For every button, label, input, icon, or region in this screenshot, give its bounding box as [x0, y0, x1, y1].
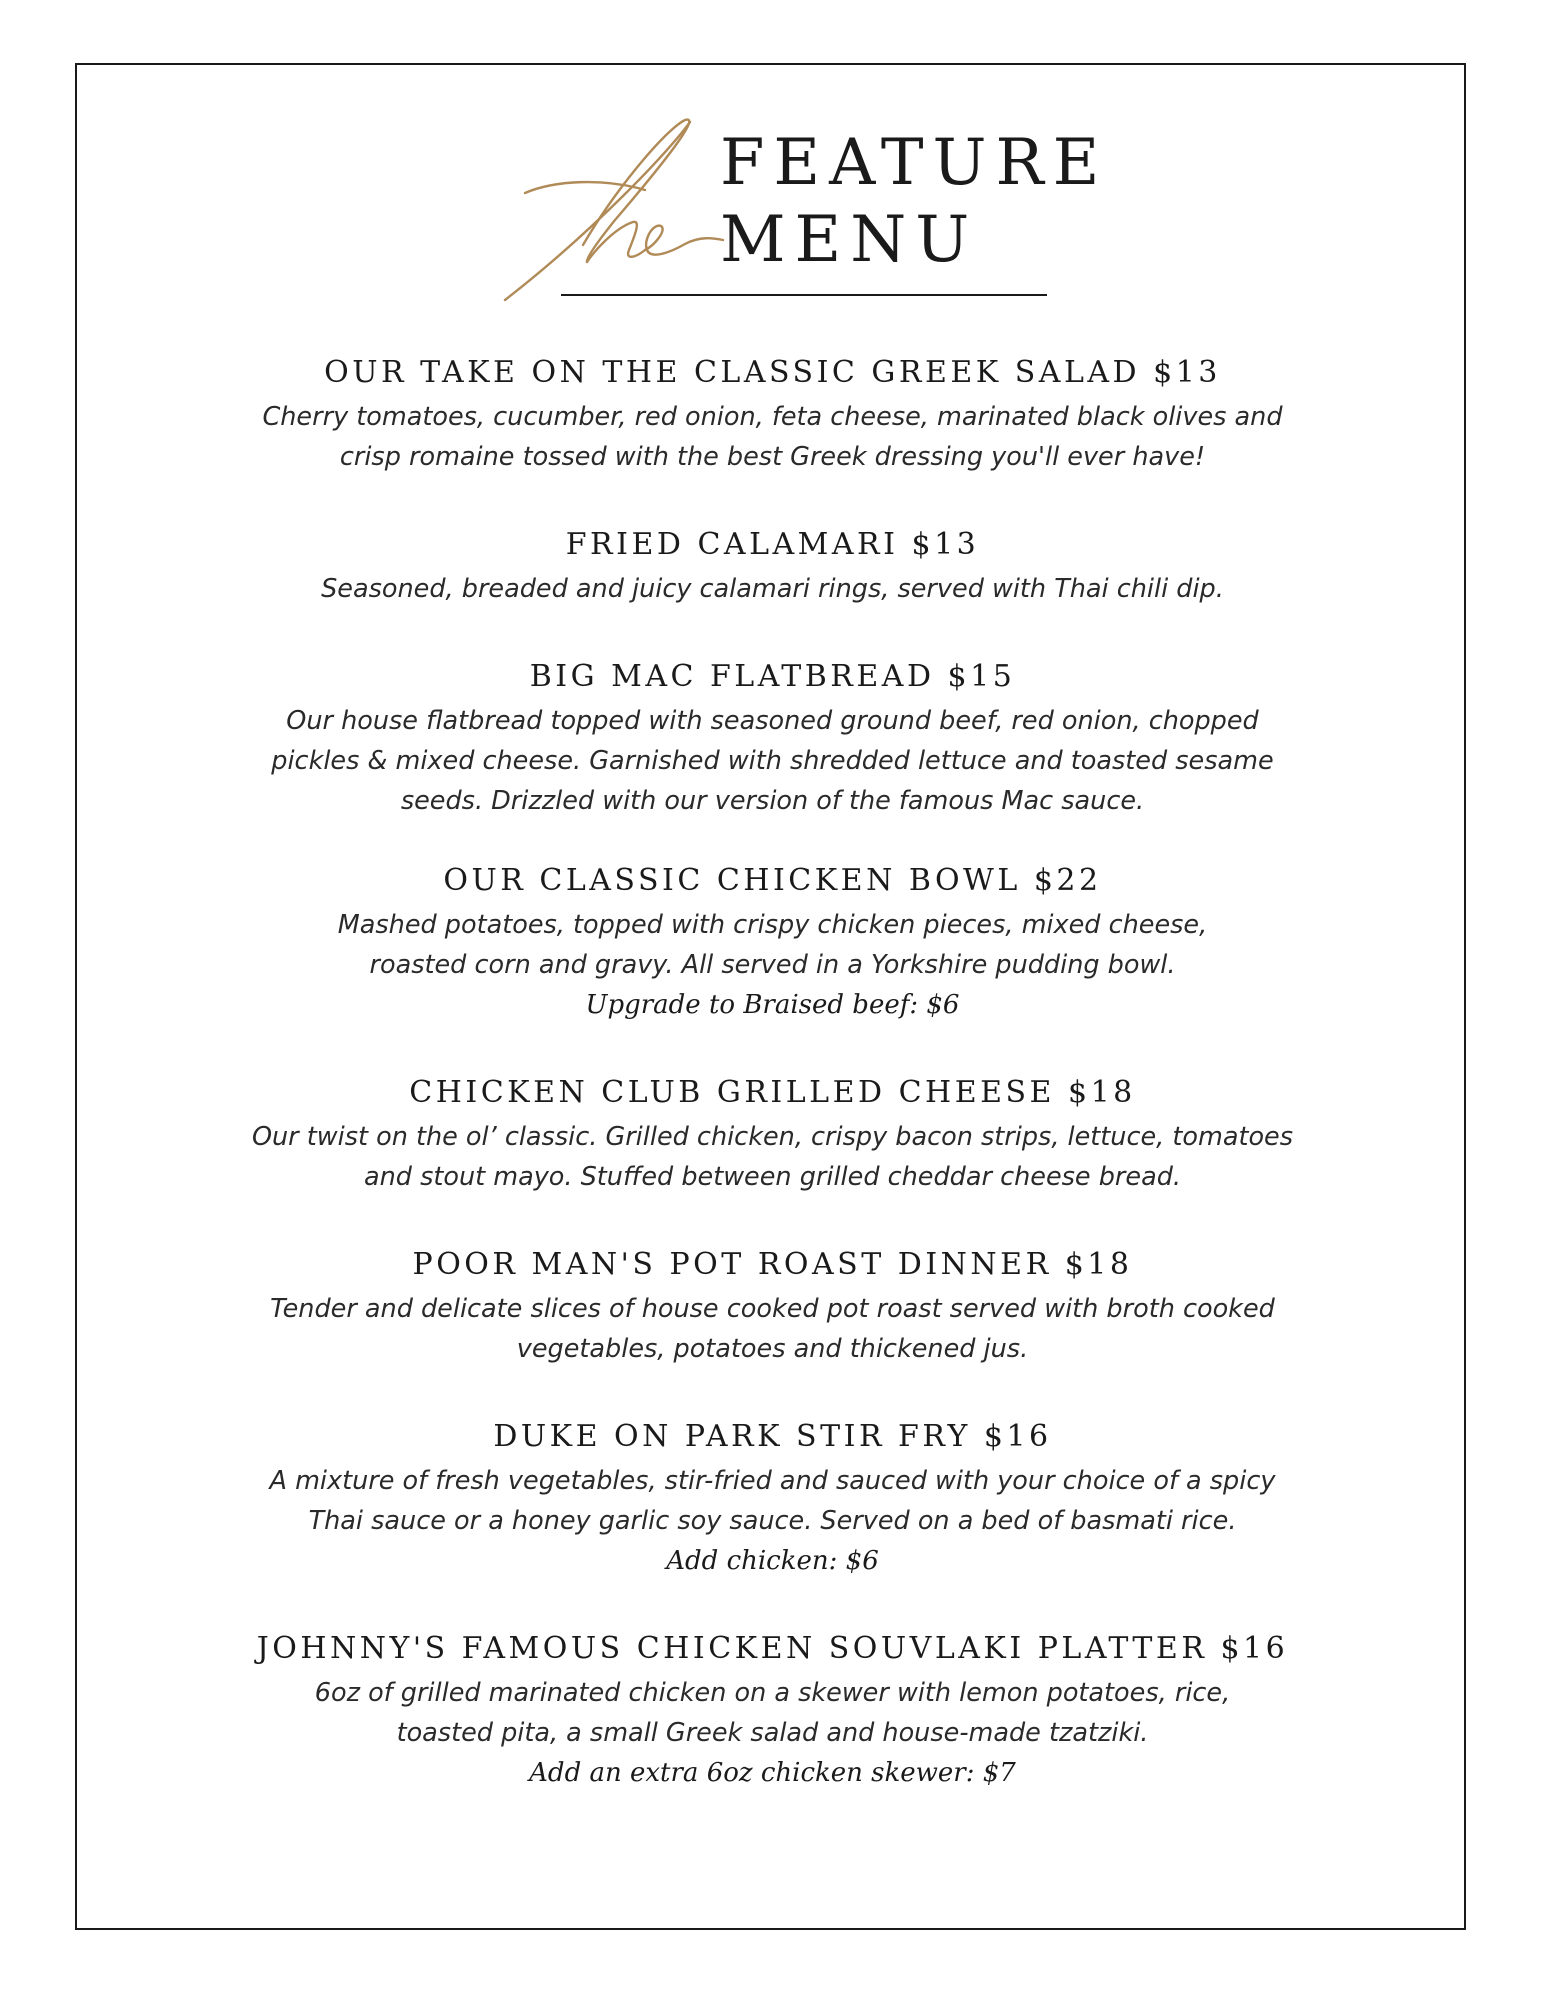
- item-description-line: Thai sauce or a honey garlic soy sauce. Served on a bed of basmati rice.: [308, 1506, 1237, 1536]
- item-description-line: Our twist on the ol’ classic. Grilled chicken, crispy bacon strips, lettuce, tomatoes: [251, 1122, 1294, 1152]
- menu-item-souvlaki-platter: [0, 1629, 1545, 1793]
- item-description-line: Tender and delicate slices of house cooked pot roast served with broth cooked: [270, 1294, 1275, 1324]
- item-description: [233, 905, 1313, 985]
- menu-header: [0, 0, 1545, 320]
- item-description-line: crisp romaine tossed with the best Greek dressing you'll ever have!: [339, 442, 1206, 472]
- menu-item-chicken-bowl: [0, 861, 1545, 1025]
- item-description-line: Cherry tomatoes, cucumber, red onion, feta cheese, marinated black olives and: [262, 402, 1283, 432]
- item-upgrade: Add chicken: $6: [666, 1546, 879, 1576]
- item-description-line: Seasoned, breaded and juicy calamari rings, served with Thai chili dip.: [321, 574, 1224, 604]
- item-name: BIG MAC FLATBREAD $15: [529, 659, 1016, 694]
- item-description-line: pickles & mixed cheese. Garnished with shredded lettuce and toasted sesame: [271, 746, 1274, 776]
- item-name: CHICKEN CLUB GRILLED CHEESE $18: [409, 1075, 1136, 1110]
- header-divider: [561, 294, 1047, 296]
- menu-item-greek-salad: [0, 353, 1545, 477]
- title-feature: FEATURE: [720, 126, 1109, 200]
- item-description: [233, 1117, 1313, 1197]
- item-description-line: seeds. Drizzled with our version of the famous Mac sauce.: [400, 786, 1145, 816]
- menu-list: [0, 353, 1545, 1793]
- item-description-line: and stout mayo. Stuffed between grilled cheddar cheese bread.: [364, 1162, 1181, 1192]
- item-description: [233, 701, 1313, 821]
- item-description-line: vegetables, potatoes and thickened jus.: [516, 1334, 1029, 1364]
- item-description-line: A mixture of fresh vegetables, stir-fried and sauced with your choice of a spicy: [269, 1466, 1276, 1496]
- item-name: OUR TAKE ON THE CLASSIC GREEK SALAD $13: [324, 355, 1221, 390]
- menu-item-pot-roast-dinner: [0, 1245, 1545, 1369]
- item-name: DUKE ON PARK STIR FRY $16: [493, 1419, 1052, 1454]
- item-upgrade: Add an extra 6oz chicken skewer: $7: [529, 1758, 1016, 1788]
- menu-item-fried-calamari: [0, 525, 1545, 609]
- menu-item-big-mac-flatbread: [0, 657, 1545, 821]
- item-name: FRIED CALAMARI $13: [565, 527, 980, 562]
- script-the-logo: [495, 110, 725, 310]
- item-description: [233, 1673, 1313, 1753]
- item-description-line: 6oz of grilled marinated chicken on a skewer with lemon potatoes, rice,: [314, 1678, 1231, 1708]
- menu-item-chicken-club-grilled-cheese: [0, 1073, 1545, 1197]
- item-description-line: Mashed potatoes, topped with crispy chicken pieces, mixed cheese,: [337, 910, 1208, 940]
- item-description-line: Our house flatbread topped with seasoned ground beef, red onion, chopped: [286, 706, 1259, 736]
- item-name: JOHNNY'S FAMOUS CHICKEN SOUVLAKI PLATTER $16: [256, 1631, 1289, 1666]
- item-description: [233, 569, 1313, 609]
- item-name: OUR CLASSIC CHICKEN BOWL $22: [443, 863, 1102, 898]
- item-upgrade: Upgrade to Braised beef: $6: [585, 990, 960, 1020]
- title-menu: MENU: [720, 203, 979, 277]
- menu-item-stir-fry: [0, 1417, 1545, 1581]
- item-description-line: roasted corn and gravy. All served in a Yorkshire pudding bowl.: [369, 950, 1176, 980]
- item-description: [233, 397, 1313, 477]
- item-name: POOR MAN'S POT ROAST DINNER $18: [412, 1247, 1133, 1282]
- item-description-line: toasted pita, a small Greek salad and house-made tzatziki.: [396, 1718, 1149, 1748]
- item-description: [233, 1461, 1313, 1541]
- item-description: [233, 1289, 1313, 1369]
